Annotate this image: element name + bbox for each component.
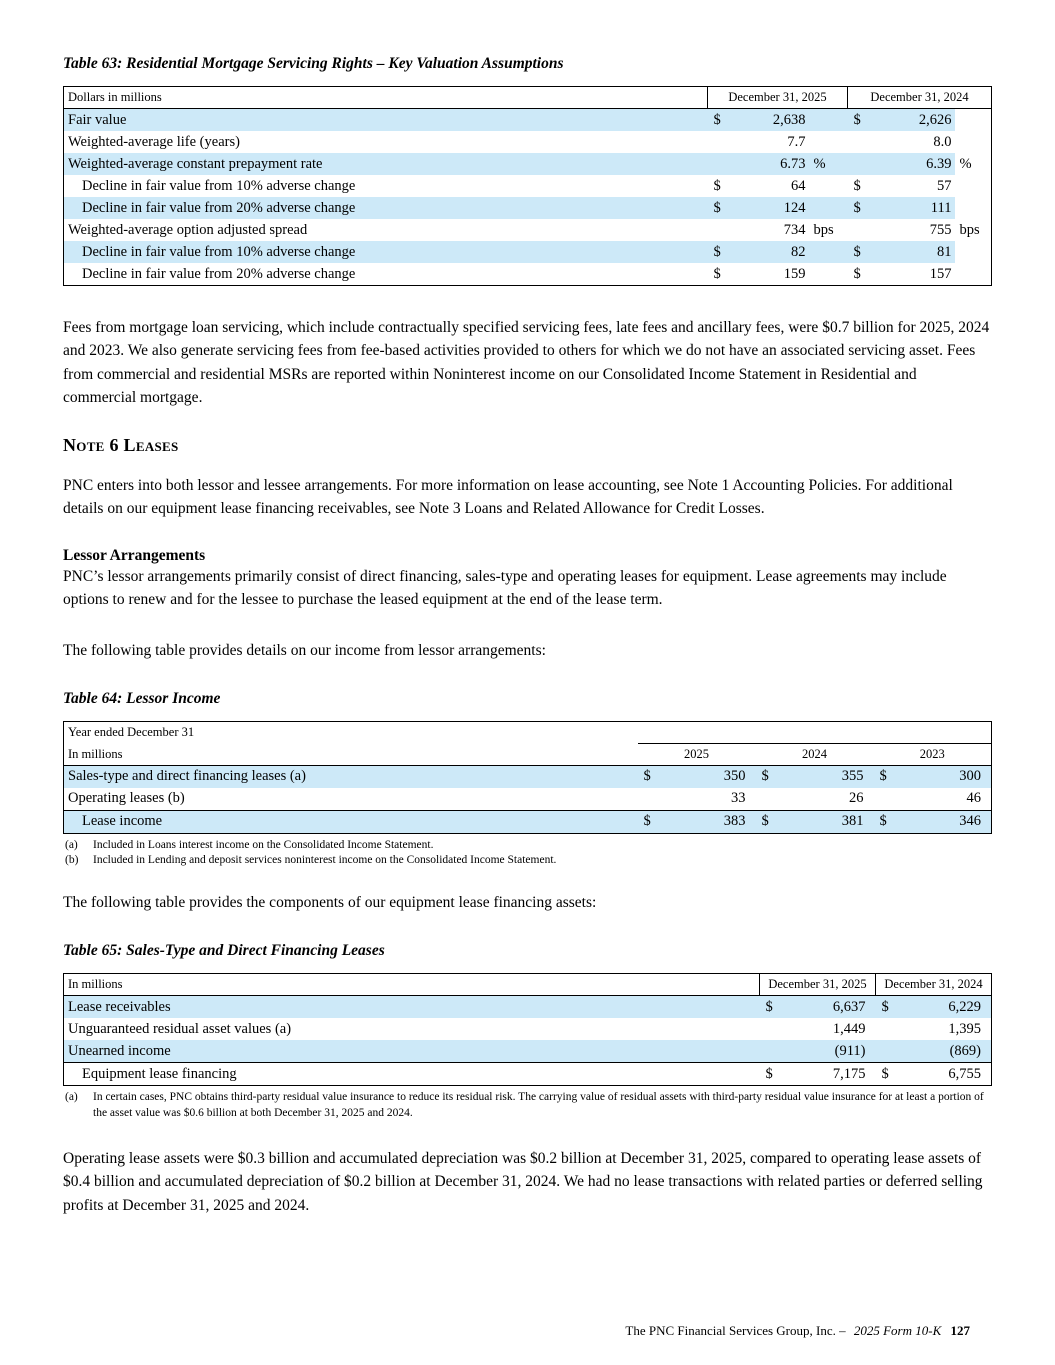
currency-symbol: $: [853, 265, 861, 282]
currency-symbol: $: [875, 996, 899, 1019]
currency-symbol: $: [847, 241, 873, 263]
currency-symbol: $: [756, 765, 780, 788]
cell-unit: %: [809, 153, 847, 175]
cell-value: 46: [966, 790, 981, 807]
footer-company: The PNC Financial Services Group, Inc. –: [625, 1323, 846, 1338]
cell-value: 1,395: [948, 1020, 981, 1037]
table64-col-2023: 2023: [874, 743, 992, 765]
table64-footnotes: [63, 838, 992, 869]
currency-symbol: $: [875, 1063, 899, 1086]
cell-value: 6,229: [899, 996, 991, 1019]
table-row: [64, 1040, 992, 1063]
cell-value: 346: [898, 810, 992, 833]
cell-value: 6.73: [729, 153, 809, 175]
table63-header-row: [64, 87, 992, 109]
currency-symbol: [875, 1018, 899, 1040]
currency-symbol: $: [853, 177, 861, 194]
table-row: [64, 219, 992, 241]
table64-intro: The following table provides details on our income from lessor arrangements:: [63, 642, 546, 659]
row-label: Weighted-average option adjusted spread: [68, 221, 308, 238]
currency-symbol: $: [638, 765, 662, 788]
row-label: Sales-type and direct financing leases (a): [64, 765, 638, 788]
servicing-fees-paragraph: Fees from mortgage loan servicing, which include contractually specified servicing fees, late fees and ancillary fees, were $0.7 billion for 2025, 2024 and 2023. We also generate servicing fees from fee-based activities provided to others for which we do not have an associated servicing asset. Fees from commercial and residential MSRs are reported within Noninterest income on our Consolidated Income Statement in Residential and commercial mortgage.: [63, 319, 990, 406]
cell-value: 82: [729, 241, 809, 263]
currency-symbol: [847, 131, 873, 153]
currency-symbol: $: [874, 765, 898, 788]
footnote-marker: (b): [65, 854, 79, 867]
row-label: Lease receivables: [64, 996, 760, 1019]
page-number: 127: [950, 1323, 970, 1338]
row-label: Decline in fair value from 10% adverse change: [82, 177, 356, 194]
table-64: [63, 721, 992, 834]
table-row: [64, 1018, 992, 1040]
currency-symbol: [759, 1018, 783, 1040]
table64-header-spacer: [638, 722, 992, 744]
cell-value: 124: [729, 197, 809, 219]
cell-value: 33: [731, 790, 746, 807]
cell-unit: %: [955, 153, 991, 175]
row-label: Weighted-average constant prepayment rate: [64, 153, 708, 175]
currency-symbol: $: [713, 265, 721, 282]
currency-symbol: [707, 219, 729, 241]
table65-header-row: [64, 974, 992, 996]
table63-body: [64, 109, 992, 286]
table64-body: [64, 765, 992, 833]
cell-value: 111: [873, 197, 955, 219]
row-label: Equipment lease financing: [64, 1063, 760, 1086]
table-row: [64, 1063, 992, 1086]
table65-col-2024: December 31, 2024: [875, 974, 991, 996]
cell-unit: [809, 131, 847, 153]
table-row: [64, 788, 992, 811]
footer-form-name: 2025 Form 10-K: [853, 1323, 942, 1338]
cell-value: (869): [899, 1040, 991, 1063]
cell-value: 300: [898, 765, 992, 788]
cell-unit: [809, 109, 847, 132]
cell-unit: [809, 197, 847, 219]
row-label: Decline in fair value from 20% adverse change: [82, 265, 356, 282]
currency-symbol: $: [756, 810, 780, 833]
row-label: Unguaranteed residual asset values (a): [68, 1020, 292, 1037]
currency-symbol: $: [638, 810, 662, 833]
cell-value: 1,449: [832, 1020, 866, 1037]
table63-title: Table 63: Residential Mortgage Servicing Rights – Key Valuation Assumptions: [63, 55, 564, 72]
currency-symbol: $: [713, 177, 721, 194]
currency-symbol: [707, 153, 729, 175]
currency-symbol: $: [707, 241, 729, 263]
table65-col-2025: December 31, 2025: [759, 974, 875, 996]
footnote-text: Included in Lending and deposit services noninterest income on the Consolidated Income Statement.: [93, 854, 557, 867]
currency-symbol: $: [759, 1063, 783, 1086]
currency-symbol: [847, 219, 873, 241]
table-row: [64, 996, 992, 1019]
table64-header-row: [64, 743, 992, 765]
cell-unit: [955, 175, 991, 197]
row-label: Operating leases (b): [68, 790, 185, 807]
cell-unit: [809, 263, 847, 286]
footnote-a: [63, 1090, 992, 1121]
table65-title: Table 65: Sales-Type and Direct Financing Leases: [63, 942, 385, 960]
cell-value: 26: [849, 790, 864, 807]
cell-value: 383: [662, 810, 756, 833]
cell-value: 64: [790, 177, 806, 194]
table-row: [64, 153, 992, 175]
footnote-text: Included in Loans interest income on the Consolidated Income Statement.: [93, 838, 434, 851]
footnote-a: [63, 838, 992, 854]
currency-symbol: $: [707, 109, 729, 132]
currency-symbol: $: [847, 109, 873, 132]
page-footer: [625, 1323, 970, 1339]
cell-value: 381: [780, 810, 874, 833]
footnote-marker: (a): [65, 1091, 78, 1104]
lessor-arrangements-paragraph: PNC’s lessor arrangements primarily consist of direct financing, sales-type and operating leases for equipment. Lease agreements may include options to renew and for the lessee to purchase the leased equipment at the end of the lease term.: [63, 567, 947, 608]
lessor-arrangements-heading: Lessor Arrangements: [63, 546, 206, 564]
cell-value: 6.39: [873, 153, 955, 175]
table65-footnotes: [63, 1090, 992, 1121]
cell-value: 755: [929, 221, 952, 238]
cell-unit: [809, 241, 847, 263]
currency-symbol: [707, 131, 729, 153]
table64-period-label: Year ended December 31: [68, 725, 195, 740]
table64-unit-label: In millions: [64, 743, 638, 765]
cell-unit: [955, 263, 991, 286]
cell-value: 7.7: [787, 133, 806, 150]
table-row: [64, 263, 992, 286]
cell-value: 2,638: [729, 109, 809, 132]
cell-value: 350: [662, 765, 756, 788]
footnote-text: In certain cases, PNC obtains third-party residual value insurance to reduce its residual risk. The carrying value of residual assets with third-party residual value insurance for at least a portion of the asset value was $0.6 billion at both December 31, 2025 and 2024.: [93, 1091, 984, 1119]
table64-period-row: [64, 722, 992, 744]
footnote-b: [63, 853, 992, 869]
cell-unit: [955, 131, 991, 153]
table-row: [64, 765, 992, 788]
table-row: [64, 197, 992, 219]
cell-value: 734: [783, 221, 806, 238]
cell-value: 2,626: [873, 109, 955, 132]
currency-symbol: [875, 1040, 899, 1063]
currency-symbol: [847, 153, 873, 175]
footnote-marker: (a): [65, 838, 78, 851]
table64-title: Table 64: Lessor Income: [63, 690, 221, 708]
table-row: [64, 131, 992, 153]
row-label: Unearned income: [64, 1040, 760, 1063]
cell-value: 6,755: [899, 1063, 991, 1086]
cell-value: 355: [780, 765, 874, 788]
table-row: [64, 109, 992, 132]
table63-col-2024: December 31, 2024: [847, 87, 991, 109]
cell-value: 57: [936, 177, 952, 194]
currency-symbol: [756, 788, 780, 811]
cell-unit: bps: [813, 221, 834, 238]
cell-value: 7,175: [783, 1063, 875, 1086]
cell-unit: [955, 241, 991, 263]
currency-symbol: [874, 788, 898, 811]
table-65: [63, 973, 992, 1086]
currency-symbol: [638, 788, 662, 811]
table63-unit-label: Dollars in millions: [64, 87, 708, 109]
row-label: Decline in fair value from 20% adverse change: [64, 197, 708, 219]
currency-symbol: $: [759, 996, 783, 1019]
note6-intro-paragraph: PNC enters into both lessor and lessee arrangements. For more information on lease accounting, see Note 1 Accounting Policies. For additional details on our equipment lease financing receivables, see Note 3 Loans and Related Allowance for Credit Losses.: [63, 477, 953, 518]
table-row: [64, 175, 992, 197]
cell-value: 159: [783, 265, 806, 282]
row-label: Weighted-average life (years): [68, 133, 240, 150]
table65-intro: The following table provides the components of our equipment lease financing assets:: [63, 893, 597, 911]
cell-unit: [955, 109, 991, 132]
cell-unit: [809, 175, 847, 197]
cell-value: 8.0: [933, 133, 952, 150]
currency-symbol: $: [874, 810, 898, 833]
cell-unit: bps: [959, 221, 980, 238]
currency-symbol: $: [707, 197, 729, 219]
cell-unit: [955, 197, 991, 219]
table65-body: [64, 996, 992, 1086]
cell-value: 81: [873, 241, 955, 263]
table64-col-2025: 2025: [638, 743, 756, 765]
table-row: [64, 241, 992, 263]
table64-col-2024: 2024: [756, 743, 874, 765]
cell-value: (911): [783, 1040, 875, 1063]
row-label: Fair value: [64, 109, 708, 132]
note6-heading: Note 6 Leases: [63, 435, 179, 455]
currency-symbol: $: [847, 197, 873, 219]
operating-lease-paragraph: Operating lease assets were $0.3 billion and accumulated depreciation was $0.2 billion at December 31, 2025, compared to operating lease assets of $0.4 billion and accumulated depreciation of $0.2 billion at December 31, 2024. We had no lease transactions with related parties or deferred selling profits at December 31, 2025 and 2024.: [63, 1150, 983, 1214]
table65-unit-label: In millions: [64, 974, 760, 996]
table-63: [63, 86, 992, 286]
row-label: Decline in fair value from 10% adverse change: [64, 241, 708, 263]
cell-value: 6,637: [783, 996, 875, 1019]
currency-symbol: [759, 1040, 783, 1063]
cell-value: 157: [929, 265, 952, 282]
row-label: Lease income: [64, 810, 638, 833]
table-row: [64, 810, 992, 833]
table63-col-2025: December 31, 2025: [707, 87, 847, 109]
